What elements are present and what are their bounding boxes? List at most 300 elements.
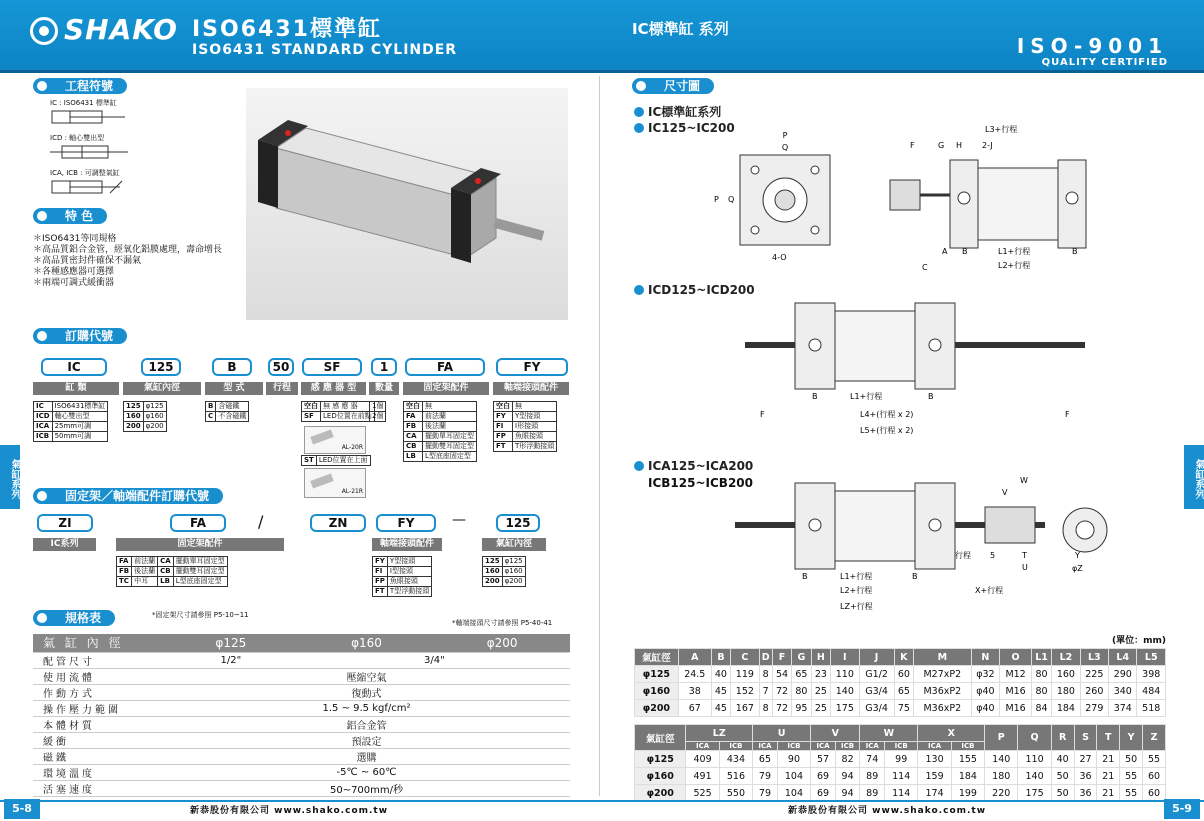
- cell: 125: [483, 557, 503, 567]
- cell: φ160: [502, 567, 525, 577]
- cell: 94: [835, 768, 860, 785]
- cell: 79: [753, 785, 778, 802]
- cell: 23: [811, 666, 830, 683]
- cell: 160: [1052, 666, 1080, 683]
- mount-head-bore: 氣缸內徑: [482, 538, 546, 551]
- drawing-ic: [700, 120, 1100, 280]
- table-row: [635, 768, 1166, 785]
- page-divider: [599, 76, 600, 796]
- section-dimension: 尺寸圖: [632, 78, 714, 94]
- cell: FY: [494, 412, 513, 422]
- svg-text:B: B: [802, 572, 808, 581]
- cell: FI: [373, 567, 388, 577]
- svg-text:T: T: [1022, 551, 1027, 560]
- cell: 54: [772, 666, 791, 683]
- order-code-stroke: 50: [268, 358, 294, 376]
- cell: 45: [711, 700, 730, 717]
- cell: 167: [731, 700, 759, 717]
- cell: B: [711, 649, 730, 666]
- cell: 175: [1018, 785, 1051, 802]
- cell: 氣 缸 內 徑: [33, 634, 163, 652]
- cell: 57: [811, 751, 836, 768]
- symbol-ica-icon: [50, 178, 130, 196]
- cell: H: [811, 649, 830, 666]
- cell: 180: [1052, 683, 1080, 700]
- cell: 114: [885, 785, 918, 802]
- cell: 525: [686, 785, 719, 802]
- series-title: IC標準缸 系列: [632, 20, 729, 38]
- cell: TC: [117, 577, 132, 587]
- cell: 磁鐵: [33, 748, 163, 764]
- svg-text:H: H: [956, 141, 963, 150]
- cell: M: [914, 649, 971, 666]
- cell: SF: [302, 412, 321, 422]
- sensor-body-icon: [310, 473, 333, 488]
- cell: 空白: [302, 402, 321, 412]
- cell: 50: [1051, 768, 1074, 785]
- cell: 緩衝: [33, 732, 163, 748]
- subtitle-ic-series: IC標準缸系列: [634, 103, 721, 120]
- cell: 260: [1080, 683, 1108, 700]
- mount-head-rod: 軸端接頭配件: [372, 538, 442, 551]
- table-mount: [403, 401, 477, 462]
- cell: L5: [1137, 649, 1166, 666]
- footer-company-right: 新恭股份有限公司 www.shako.com.tw: [788, 806, 987, 816]
- svg-text:P: P: [714, 195, 719, 204]
- cell: φ200: [434, 634, 570, 652]
- svg-text:X+行程: X+行程: [975, 586, 1004, 595]
- cell: FI: [494, 422, 513, 432]
- table-qty: [369, 401, 386, 422]
- cell: 空白: [494, 402, 513, 412]
- section-spec: 規格表: [33, 610, 115, 626]
- cell: X: [918, 725, 985, 742]
- page-header: [0, 0, 1204, 70]
- cell: 491: [686, 768, 719, 785]
- cell: 225: [1080, 666, 1108, 683]
- cell: 84: [1031, 700, 1051, 717]
- cell: LED位置在上面: [316, 456, 370, 466]
- order-head-rod: 軸端接頭配件: [493, 382, 569, 395]
- cell: A: [678, 649, 711, 666]
- feature-item: ＊各種感應器可選擇: [33, 267, 115, 277]
- cell: M16: [1000, 683, 1032, 700]
- cell: 130: [918, 751, 951, 768]
- cell: 114: [885, 768, 918, 785]
- cell: Y型接頭: [387, 557, 431, 567]
- cell: CA: [404, 432, 423, 442]
- subtitle-icd: ICD125~ICD200: [634, 283, 755, 297]
- order-head-bore: 氣缸內徑: [123, 382, 201, 395]
- cell: 24.5: [678, 666, 711, 683]
- cell: P: [985, 725, 1018, 751]
- cell: 本體材質: [33, 716, 163, 732]
- cell: 活塞速度: [33, 780, 163, 796]
- cell: 3/4": [299, 652, 570, 668]
- cell: 55: [1120, 768, 1143, 785]
- svg-text:C: C: [922, 263, 928, 272]
- feature-list: [33, 234, 222, 289]
- cell: ICB: [885, 742, 918, 751]
- cell: O: [1000, 649, 1032, 666]
- cell: ICB: [34, 432, 53, 442]
- cell: 140: [831, 683, 859, 700]
- cell: 279: [1080, 700, 1108, 717]
- dimension-table-2: [634, 724, 1166, 802]
- cell: 69: [811, 768, 836, 785]
- cell: 80: [1031, 683, 1051, 700]
- cell: 155: [951, 751, 984, 768]
- cell: M36xP2: [914, 683, 971, 700]
- cell: 45: [711, 683, 730, 700]
- svg-text:B: B: [812, 392, 818, 401]
- cell: 鋁合金管: [163, 716, 570, 732]
- cell: ICB: [951, 742, 984, 751]
- cell: 110: [831, 666, 859, 683]
- cell: LZ: [686, 725, 753, 742]
- cell: 25mm可調: [52, 422, 108, 432]
- order-code-model: B: [212, 358, 252, 376]
- sensor-tag: AL-20R: [341, 444, 363, 451]
- cell: M16: [1000, 700, 1032, 717]
- cell: 27: [1074, 751, 1097, 768]
- cell: Z: [1143, 725, 1166, 751]
- cell: CA: [158, 557, 174, 567]
- cell: 魚眼接頭: [387, 577, 431, 587]
- cell: 氣缸徑: [635, 725, 686, 751]
- cell: 21: [1097, 768, 1120, 785]
- table-sensor-st: [301, 455, 371, 466]
- mount-code-zn: ZN: [310, 514, 366, 532]
- cell: I: [831, 649, 859, 666]
- section-order: 訂購代號: [33, 328, 127, 344]
- page-number-right: 5-9: [1164, 799, 1200, 819]
- spec-table: [33, 634, 570, 797]
- svg-text:W: W: [1020, 476, 1028, 485]
- cell: 55: [1120, 785, 1143, 802]
- cell: -5℃ ~ 60℃: [163, 764, 570, 780]
- order-code-sensor: SF: [302, 358, 362, 376]
- cell: L3: [1080, 649, 1108, 666]
- cell: 94: [835, 785, 860, 802]
- cell: 80: [792, 683, 811, 700]
- cell: CB: [404, 442, 423, 452]
- cell: F: [772, 649, 791, 666]
- cell: 25: [811, 683, 830, 700]
- cell: G3/4: [859, 700, 894, 717]
- cell: 40: [1051, 751, 1074, 768]
- cell: I形接頭: [513, 422, 557, 432]
- cell: 36: [1074, 785, 1097, 802]
- svg-text:2-J: 2-J: [982, 141, 993, 150]
- cell: W: [860, 725, 918, 742]
- cell: Q: [1018, 725, 1051, 751]
- cell: 75: [894, 700, 913, 717]
- cell: J: [859, 649, 894, 666]
- cell: 無: [513, 402, 557, 412]
- cell: 60: [1143, 768, 1166, 785]
- svg-text:4-O: 4-O: [772, 253, 787, 262]
- cell: 1.5 ~ 9.5 kgf/cm²: [163, 700, 570, 716]
- cell: L型底座固定型: [173, 577, 227, 587]
- title-cn: ISO6431標準缸: [192, 17, 382, 42]
- cell: 擺動單耳固定型: [423, 432, 477, 442]
- cell: 1個: [370, 402, 386, 412]
- svg-text:V: V: [1002, 488, 1008, 497]
- cell: 50~700mm/秒: [163, 780, 570, 796]
- cell: 290: [1109, 666, 1137, 683]
- svg-text:F: F: [1065, 410, 1070, 419]
- order-head-qty: 數量: [369, 382, 399, 395]
- cell: φ160: [299, 634, 435, 652]
- svg-text:φZ: φZ: [1072, 564, 1083, 573]
- cell: FB: [404, 422, 423, 432]
- order-head-sensor: 感 應 器 型: [301, 382, 366, 395]
- cell: ICA: [686, 742, 719, 751]
- cell: 軸心雙出型: [52, 412, 108, 422]
- cell: φ32: [971, 666, 1000, 683]
- cell: 選購: [163, 748, 570, 764]
- cell: φ160: [635, 768, 686, 785]
- note-mount: *固定架尺寸請參照 P5-10~11: [152, 611, 249, 619]
- cell: 200: [124, 422, 144, 432]
- cell: 199: [951, 785, 984, 802]
- title-en: ISO6431 STANDARD CYLINDER: [192, 42, 458, 58]
- drawing-icd: [740, 295, 1090, 440]
- feature-item: ＊ISO6431等同規格: [33, 234, 117, 244]
- feature-item: ＊兩端可調式緩衝器: [33, 278, 115, 288]
- cell: 104: [777, 768, 810, 785]
- cell: FY: [373, 557, 388, 567]
- symbol-icd: ICD : 軸心雙出型: [50, 134, 105, 142]
- cell: M27xP2: [914, 666, 971, 683]
- order-head-mount: 固定架配件: [403, 382, 489, 395]
- mount-code-rod: FY: [376, 514, 436, 532]
- cell: FA: [117, 557, 132, 567]
- cell: L4: [1109, 649, 1137, 666]
- table-row: [635, 751, 1166, 768]
- cell: 72: [772, 700, 791, 717]
- feature-item: ＊高品質鋁合金管，經氧化鋁膜處理，壽命增長: [33, 245, 223, 255]
- mount-code-mount: FA: [170, 514, 226, 532]
- svg-text:L3+行程: L3+行程: [985, 125, 1018, 134]
- cell: 90: [777, 751, 810, 768]
- sensor-image-st: [304, 468, 366, 498]
- cell: 140: [985, 751, 1018, 768]
- svg-text:Q: Q: [781, 143, 789, 152]
- cell: ICA: [860, 742, 885, 751]
- cell: ICB: [835, 742, 860, 751]
- svg-text:L1+行程: L1+行程: [840, 572, 873, 581]
- order-code-qty: 1: [371, 358, 397, 376]
- svg-text:B: B: [1072, 247, 1078, 256]
- cell: 50mm可調: [52, 432, 108, 442]
- cell: 409: [686, 751, 719, 768]
- cell: 160: [483, 567, 503, 577]
- footer-rule: [0, 800, 1204, 821]
- cell: ST: [302, 456, 317, 466]
- cell: 後法蘭: [132, 567, 158, 577]
- svg-text:P: P: [782, 131, 788, 140]
- cell: ICD: [34, 412, 53, 422]
- svg-text:L2+行程: L2+行程: [840, 586, 873, 595]
- subtitle-ic125: IC125~IC200: [634, 121, 735, 135]
- cell: φ125: [635, 666, 679, 683]
- cell: 2個: [370, 412, 386, 422]
- order-code-rod: FY: [496, 358, 568, 376]
- cell: 擺動雙耳固定型: [173, 567, 227, 577]
- cell: I型接頭: [387, 567, 431, 577]
- cell: FA: [404, 412, 423, 422]
- cell: 60: [894, 666, 913, 683]
- cell: 89: [860, 785, 885, 802]
- order-head-stroke: 行程: [266, 382, 298, 395]
- cell: U: [753, 725, 811, 742]
- cell: 89: [860, 768, 885, 785]
- cell: ICB: [719, 742, 752, 751]
- iso-subtitle: QUALITY CERTIFIED: [1041, 57, 1168, 68]
- table-mount-bore: [482, 556, 526, 587]
- svg-text:L1+行程: L1+行程: [998, 247, 1031, 256]
- order-head-type: 缸 類: [33, 382, 119, 395]
- logo-icon: [30, 17, 58, 45]
- cell: 80: [1031, 666, 1051, 683]
- side-tab-left: 氣缸系列: [0, 445, 20, 509]
- cell: 200: [483, 577, 503, 587]
- cell: ICA: [811, 742, 836, 751]
- svg-text:L2+行程: L2+行程: [998, 261, 1031, 270]
- cell: 72: [772, 683, 791, 700]
- table-row: [635, 666, 1166, 683]
- cell: 前法蘭: [423, 412, 477, 422]
- iso-badge: ISO-9001: [1016, 34, 1168, 58]
- cell: T: [1097, 725, 1120, 751]
- cell: 無 感 應 器: [321, 402, 375, 412]
- cell: 220: [985, 785, 1018, 802]
- cell: IC: [34, 402, 53, 412]
- cell: K: [894, 649, 913, 666]
- cell: LB: [404, 452, 423, 462]
- svg-text:L4+(行程 x 2): L4+(行程 x 2): [860, 410, 914, 419]
- cell: G1/2: [859, 666, 894, 683]
- cell: FT: [373, 587, 388, 597]
- svg-text:B: B: [912, 572, 918, 581]
- cell: 180: [985, 768, 1018, 785]
- table-sensor: [301, 401, 375, 422]
- cell: 8: [759, 666, 772, 683]
- cell: 516: [719, 768, 752, 785]
- svg-text:Q: Q: [728, 195, 735, 204]
- table-mount-parts: [116, 556, 228, 587]
- cell: 前法蘭: [132, 557, 158, 567]
- mount-code-slash: /: [258, 512, 264, 531]
- mount-head-mount: 固定架配件: [116, 538, 284, 551]
- svg-text:行程: 行程: [955, 551, 971, 560]
- cell: φ40: [971, 683, 1000, 700]
- cell: ICA: [753, 742, 778, 751]
- svg-text:Y: Y: [1075, 551, 1080, 560]
- cell: φ125: [635, 751, 686, 768]
- cell: 25: [811, 700, 830, 717]
- cell: CB: [158, 567, 174, 577]
- cell: L型底座固定型: [423, 452, 477, 462]
- cell: φ125: [163, 634, 299, 652]
- cell: 65: [792, 666, 811, 683]
- symbol-icd-icon: [50, 143, 130, 161]
- cell: 36: [1074, 768, 1097, 785]
- cell: 含磁鐵: [216, 402, 249, 412]
- cell: 40: [711, 666, 730, 683]
- svg-text:L1+行程: L1+行程: [850, 392, 883, 401]
- svg-text:U: U: [1022, 563, 1028, 572]
- cell: L1: [1031, 649, 1051, 666]
- mount-head-series: IC系列: [33, 538, 96, 551]
- cell: 作動方式: [33, 684, 163, 700]
- cell: φ125: [502, 557, 525, 567]
- cell: FP: [373, 577, 388, 587]
- cell: 99: [885, 751, 918, 768]
- svg-text:A: A: [942, 247, 948, 256]
- cell: C: [206, 412, 216, 422]
- cell: φ160: [143, 412, 166, 422]
- cell: 環境溫度: [33, 764, 163, 780]
- cell: 550: [719, 785, 752, 802]
- cell: 使用流體: [33, 668, 163, 684]
- cell: 8: [759, 700, 772, 717]
- cell: 67: [678, 700, 711, 717]
- cell: 50: [1120, 751, 1143, 768]
- cell: 518: [1137, 700, 1166, 717]
- cell: R: [1051, 725, 1074, 751]
- svg-text:G: G: [938, 141, 945, 150]
- cell: 95: [792, 700, 811, 717]
- brand-logo: SHAKO: [30, 13, 178, 46]
- cell: φ200: [143, 422, 166, 432]
- cell: T形浮動接頭: [513, 442, 557, 452]
- cell: G3/4: [859, 683, 894, 700]
- cell: 160: [124, 412, 144, 422]
- mount-code-bore: 125: [496, 514, 540, 532]
- section-symbol: 工程符號: [33, 78, 127, 94]
- cell: Y型接頭: [513, 412, 557, 422]
- note-rod: *軸端接頭尺寸請參照 P5-40-41: [452, 619, 553, 627]
- header-rule: [0, 70, 1204, 73]
- sensor-body-icon: [310, 429, 333, 444]
- svg-text:B: B: [962, 247, 968, 256]
- footer-company-left: 新恭股份有限公司 www.shako.com.tw: [190, 806, 389, 816]
- cell: N: [971, 649, 1000, 666]
- table-bore: [123, 401, 167, 432]
- cell: φ125: [143, 402, 166, 412]
- cell: M12: [1000, 666, 1032, 683]
- order-code-bore: 125: [141, 358, 181, 376]
- svg-text:F: F: [910, 141, 915, 150]
- cell: 7: [759, 683, 772, 700]
- table-model: [205, 401, 249, 422]
- cell: 操作壓力範圍: [33, 700, 163, 716]
- cell: 21: [1097, 785, 1120, 802]
- cell: LB: [158, 577, 174, 587]
- drawing-ica: [730, 475, 1130, 615]
- cell: 175: [831, 700, 859, 717]
- svg-text:LZ+行程: LZ+行程: [840, 602, 873, 611]
- cell: 140: [1018, 768, 1051, 785]
- svg-text:B: B: [928, 392, 934, 401]
- cell: 69: [811, 785, 836, 802]
- table-row: [635, 700, 1166, 717]
- cell: M36xP2: [914, 700, 971, 717]
- symbol-ica: ICA, ICB : 可調整氣缸: [50, 169, 120, 177]
